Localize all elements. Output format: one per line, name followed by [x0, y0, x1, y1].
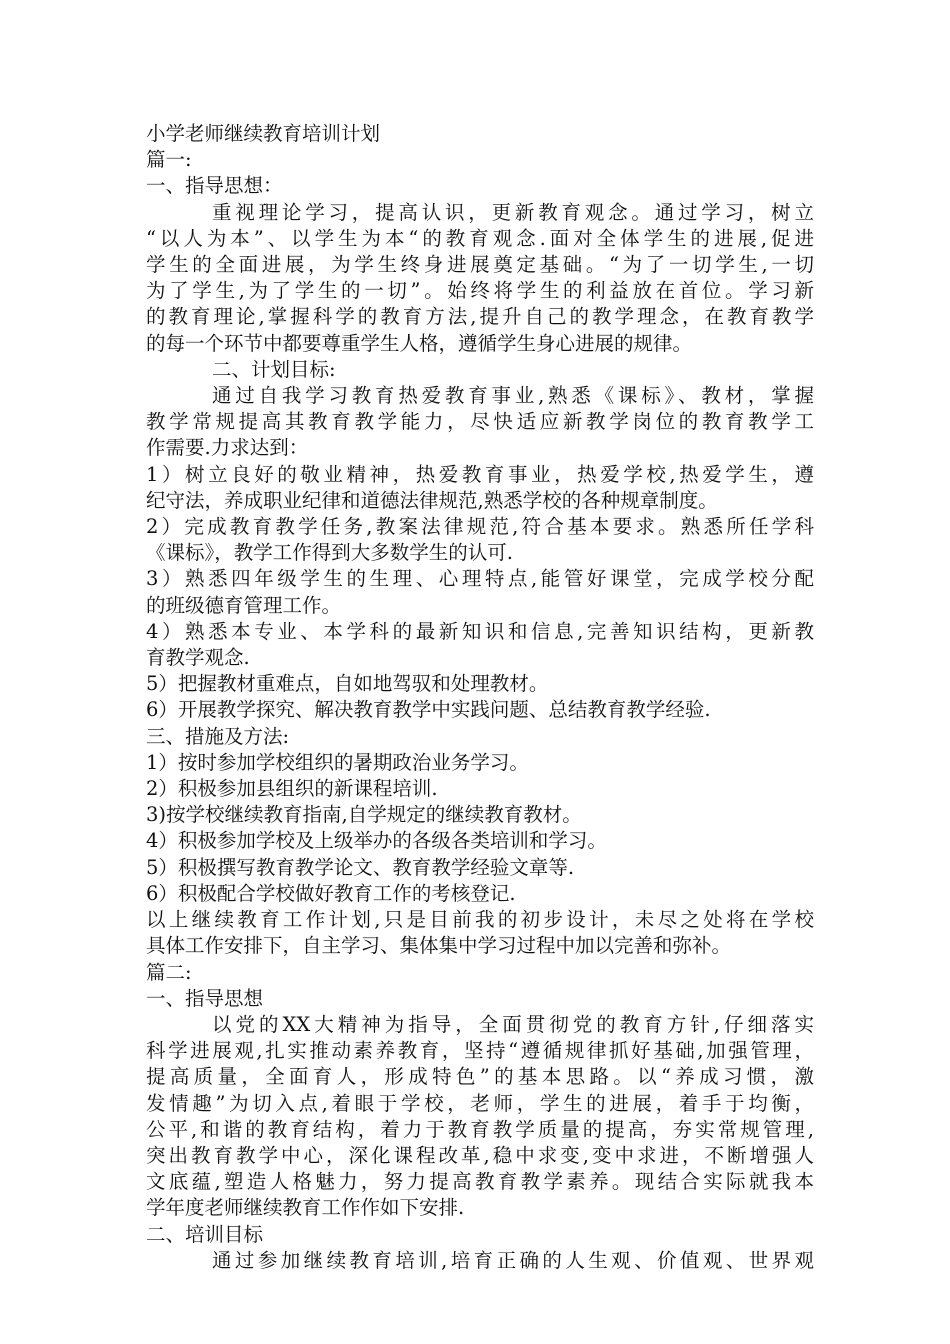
text-line: 2）积极参加县组织的新课程培训. [146, 777, 438, 801]
text-line: 文底蕴,塑造人格魅力，努力提高教育教学素养。现结合实际就我本 [146, 1170, 814, 1194]
text-line: 纪守法，养成职业纪律和道德法律规范,熟悉学校的各种规章制度。 [146, 488, 718, 512]
text-line: 5）积极撰写教育教学论文、教育教学经验文章等. [146, 855, 575, 879]
text-line: 以上继续教育工作计划,只是目前我的初步设计，未尽之处将在学校 [146, 908, 814, 932]
text-line: 通过自我学习教育热爱教育事业,熟悉《课标》、教材，掌握 [212, 384, 814, 408]
text-line: 学年度老师继续教育工作作如下安排. [146, 1196, 465, 1220]
text-line: 通过参加继续教育培训,培育正确的人生观、价值观、世界观 [212, 1248, 814, 1272]
text-line: “以人为本”、以学生为本“的教育观念.面对全体学生的进展,促进 [146, 226, 814, 250]
text-line: 公平,和谐的教育结构，着力于教育教学质量的提高，夯实常规管理, [146, 1117, 814, 1141]
text-line: 5）把握教材重难点，自如地驾驭和处理教材。 [146, 672, 549, 696]
text-line: 以党的XX大精神为指导，全面贯彻党的教育方针,仔细落实 [212, 1012, 814, 1036]
text-line: 3)按学校继续教育指南,自学规定的继续教育教材。 [146, 803, 582, 827]
text-line: 二、计划目标: [212, 357, 336, 381]
text-line: 科学进展观,扎实推动素养教育，坚持“遵循规律抓好基础,加强管理， [146, 1039, 814, 1063]
text-line: 三、措施及方法: [146, 724, 290, 748]
text-line: 育教学观念. [146, 646, 250, 670]
text-line: 重视理论学习，提高认识，更新教育观念。通过学习，树立 [212, 200, 814, 224]
text-line: 发情趣”为切入点,着眼于学校，老师，学生的进展，着手于均衡， [146, 1091, 814, 1115]
text-line: 突出教育教学中心，深化课程改革,稳中求变,变中求进，不断增强人 [146, 1143, 814, 1167]
document-page [146, 121, 814, 1274]
text-line: 一、指导思想： [146, 174, 283, 198]
text-line: 提高质量，全面育人，形成特色”的基本思路。以“养成习惯，激 [146, 1065, 814, 1089]
text-line: 篇二: [146, 960, 192, 984]
text-line: 4）积极参加学校及上级举办的各级各类培训和学习。 [146, 829, 607, 853]
text-line: 6）开展教学探究、解决教育教学中实践问题、总结教育教学经验. [146, 698, 711, 722]
text-line: 二、培训目标 [146, 1222, 264, 1246]
text-line: 的班级德育管理工作。 [146, 593, 342, 617]
text-line: 2）完成教育教学任务,教案法律规范,符合基本要求。熟悉所任学科 [146, 515, 814, 539]
text-line: 的教育理论,掌握科学的教育方法,提升自己的教学理念，在教育教学 [146, 305, 814, 329]
text-line: 的每一个环节中都要尊重学生人格，遵循学生身心进展的规律。 [146, 331, 693, 355]
document-title: 小学老师继续教育培训计划 [146, 122, 381, 145]
text-line: 1）树立良好的敬业精神，热爱教育事业，热爱学校,热爱学生，遵 [146, 462, 814, 486]
text-line: 4）熟悉本专业、本学科的最新知识和信息,完善知识结构，更新教 [146, 619, 814, 643]
text-line: 教学常规提高其教育教学能力，尽快适应新教学岗位的教育教学工 [146, 410, 814, 434]
text-line: 学生的全面进展，为学生终身进展奠定基础。“为了一切学生,一切 [146, 253, 814, 277]
text-line: 具体工作安排下，自主学习、集体集中学习过程中加以完善和弥补。 [146, 934, 732, 958]
text-line: 3）熟悉四年级学生的生理、心理特点,能管好课堂，完成学校分配 [146, 567, 814, 591]
text-line: 《课标》，教学工作得到大多数学生的认可. [146, 541, 513, 565]
text-line: 一、指导思想 [146, 986, 264, 1010]
text-line: 1）按时参加学校组织的暑期政治业务学习。 [146, 750, 529, 774]
text-line: 6）积极配合学校做好教育工作的考核登记. [146, 881, 516, 905]
text-line: 篇一: [146, 148, 192, 172]
text-line: 作需要.力求达到： [146, 436, 309, 460]
text-line: 为了学生,为了学生的一切”。始终将学生的利益放在首位。学习新 [146, 279, 814, 303]
